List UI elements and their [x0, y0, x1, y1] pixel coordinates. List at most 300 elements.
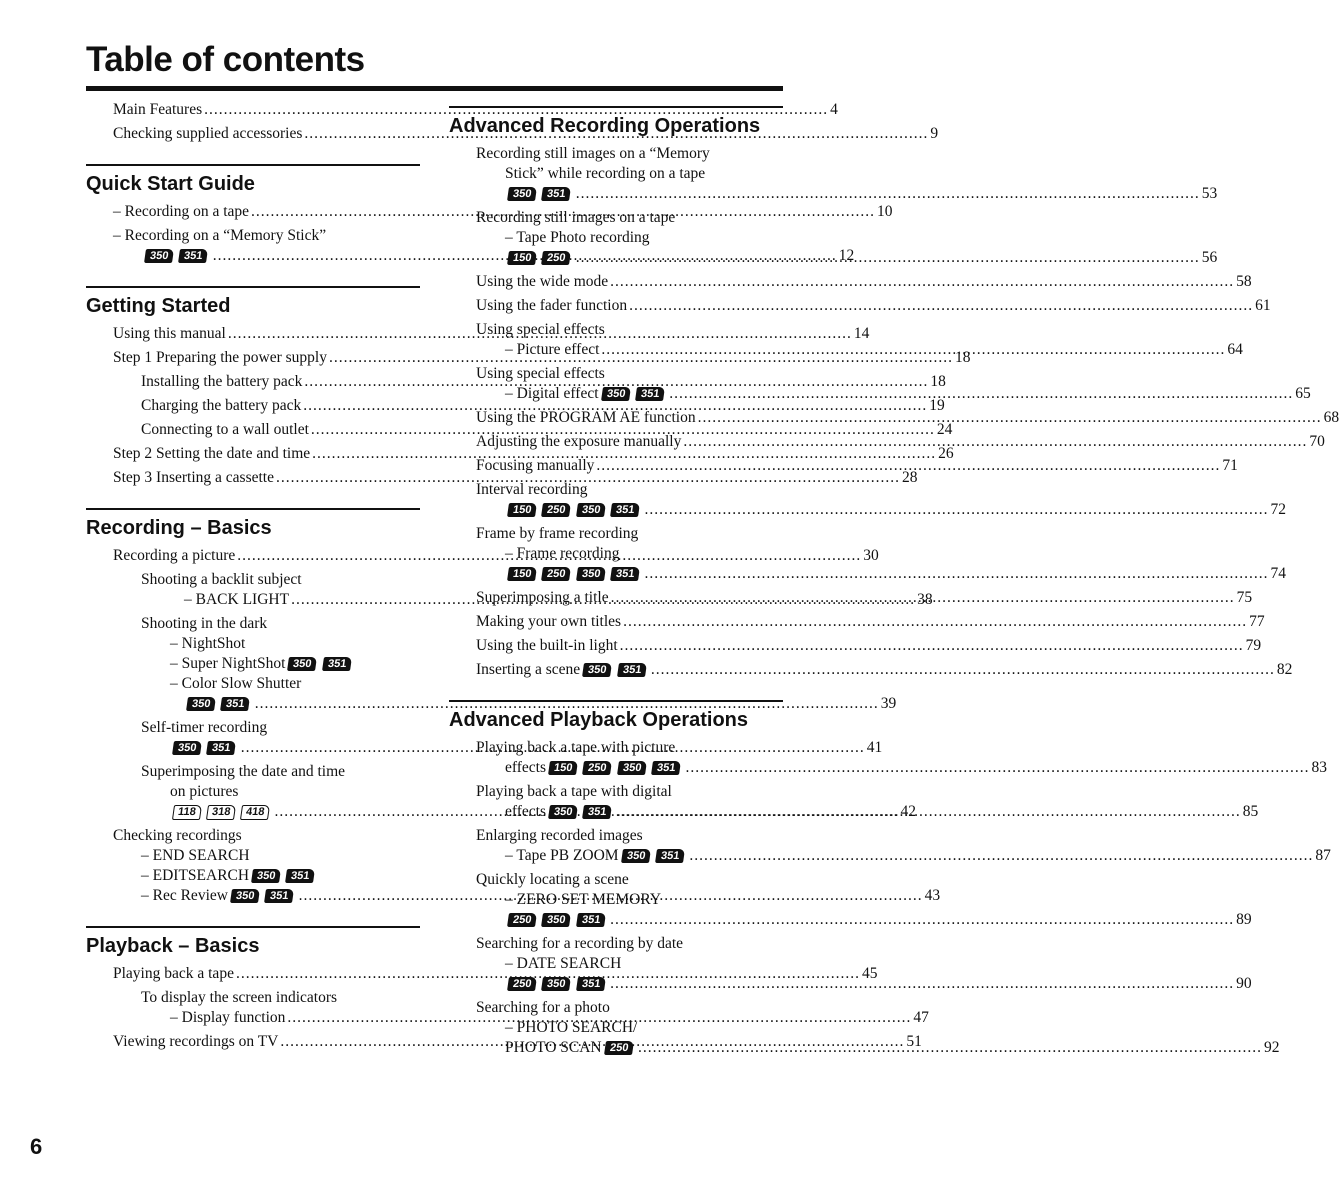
page-ref: 18 — [930, 373, 946, 390]
entry-line — [476, 456, 1238, 476]
entry-text: Searching for a recording by date — [476, 935, 684, 952]
entry-line — [141, 634, 420, 654]
entry-line — [476, 870, 783, 890]
entry-text: effects — [505, 759, 547, 776]
page-ref: 85 — [1242, 803, 1259, 820]
entry-gap — [476, 1058, 783, 1062]
leader-dots — [596, 457, 1220, 474]
entry-line — [476, 432, 1325, 452]
entry-line — [476, 480, 783, 500]
page-ref: 45 — [861, 965, 878, 982]
entry-text: Playing back a tape with picture — [476, 739, 676, 756]
model-badge-icon: 351 — [264, 889, 294, 903]
entry-text-wrap — [141, 397, 301, 414]
model-badge-icon: 318 — [206, 805, 236, 820]
entry-text-wrap — [476, 365, 605, 382]
page-ref: 10 — [877, 203, 893, 220]
entry-gap — [113, 266, 420, 270]
leader-dots — [638, 1039, 1262, 1056]
model-badge-icon: 351 — [178, 249, 208, 263]
entry-text-wrap — [141, 887, 297, 904]
entry-text: PHOTO SCAN — [505, 1039, 602, 1056]
entry-line — [113, 468, 918, 488]
entry-text: Main Features — [113, 101, 203, 118]
model-badge-icon: 351 — [576, 977, 606, 991]
section-heading: Advanced Playback Operations — [449, 700, 783, 732]
entry-text: – Digital effect — [505, 385, 599, 402]
entry-text-wrap — [113, 125, 302, 142]
model-badge-icon: 250 — [582, 761, 612, 775]
toc-entry[interactable] — [113, 100, 838, 120]
page-ref: 87 — [1315, 847, 1331, 864]
model-badge-icon: 250 — [507, 913, 537, 927]
page-ref: 75 — [1236, 589, 1253, 606]
entry-text-wrap — [141, 571, 302, 588]
page-ref: 74 — [1270, 565, 1286, 582]
model-badge-icon: 351 — [655, 849, 685, 863]
entry-text: Recording still images on a tape — [476, 209, 676, 226]
page-ref: 72 — [1270, 501, 1286, 518]
entry-line — [113, 226, 420, 246]
entry-text: – ZERO SET MEMORY — [505, 891, 662, 908]
leader-dots — [576, 185, 1200, 202]
entry-line — [476, 208, 783, 228]
entry-text-wrap — [184, 591, 289, 608]
entry-text: Step 2 Setting the date and time — [113, 445, 311, 462]
section-heading: Playback – Basics — [86, 926, 420, 958]
entry-text-wrap — [505, 759, 683, 776]
entry-text: – Recording on a “Memory Stick” — [113, 227, 327, 244]
entry-text: Shooting in the dark — [141, 615, 268, 632]
entry-text-wrap — [476, 297, 627, 314]
entry-text-wrap — [113, 325, 226, 342]
entry-text-wrap — [141, 421, 309, 438]
entry-gap — [476, 680, 783, 684]
entry-text-wrap — [505, 955, 621, 972]
model-badge-icon: 150 — [507, 503, 537, 517]
entry-text: – Display function — [170, 1009, 286, 1026]
entry-text-wrap — [505, 501, 642, 518]
page-ref: 90 — [1236, 975, 1252, 992]
entry-line — [476, 782, 783, 802]
toc-entry[interactable] — [476, 432, 1325, 452]
entry-text: Adjusting the exposure manually — [476, 433, 682, 450]
entry-text-wrap — [476, 613, 621, 630]
entry-line — [476, 636, 1262, 656]
entry-text: Stick” while recording on a tape — [505, 165, 706, 182]
entry-text-wrap — [141, 847, 250, 864]
entry-text-wrap — [170, 675, 301, 692]
entry-line — [476, 998, 783, 1018]
leader-dots — [685, 759, 1309, 776]
toc-entry[interactable] — [476, 480, 1286, 520]
model-badge-icon: 250 — [541, 503, 571, 517]
entry-text-wrap — [141, 615, 267, 632]
section-heading: Getting Started — [86, 286, 420, 318]
page-ref: 92 — [1263, 1039, 1280, 1056]
entry-line — [141, 988, 420, 1008]
model-badge-icon: 351 — [610, 567, 640, 581]
model-badge-icon: 351 — [322, 657, 352, 671]
entry-text-wrap — [170, 1009, 285, 1026]
model-badge-icon: 250 — [541, 567, 571, 581]
entry-line — [476, 524, 783, 544]
entry-line — [476, 1018, 783, 1038]
entry-line — [476, 564, 1286, 584]
leader-dots — [683, 433, 1307, 450]
entry-text-wrap — [505, 1039, 636, 1056]
entry-line — [141, 718, 420, 738]
entry-text-wrap — [505, 229, 650, 246]
model-badge-icon: 350 — [582, 663, 612, 677]
entry-text: To display the screen indicators — [141, 989, 338, 1006]
entry-text: on pictures — [170, 783, 239, 800]
page-ref: 71 — [1222, 457, 1238, 474]
entry-text: – END SEARCH — [141, 847, 250, 864]
model-badge-icon: 350 — [621, 849, 651, 863]
entry-gap — [113, 144, 420, 148]
entry-text: – PHOTO SEARCH/ — [505, 1019, 638, 1036]
model-badge-icon: 150 — [507, 567, 537, 581]
leader-dots — [669, 385, 1293, 402]
entry-text: Using the wide mode — [476, 273, 609, 290]
entry-text-wrap — [505, 565, 642, 582]
entry-gap — [113, 1052, 420, 1056]
entry-text: Charging the battery pack — [141, 397, 302, 414]
entry-line — [476, 826, 783, 846]
entry-line — [476, 164, 783, 184]
entry-text: – Rec Review — [141, 887, 228, 904]
toc-entry[interactable] — [476, 272, 1252, 292]
model-badge-icon: 351 — [617, 663, 647, 677]
entry-line — [476, 184, 1218, 204]
model-badge-icon: 351 — [541, 187, 571, 201]
entry-text-wrap — [141, 719, 267, 736]
entry-line — [113, 846, 420, 866]
model-badge-icon: 250 — [541, 251, 571, 265]
entry-text: – DATE SEARCH — [505, 955, 622, 972]
entry-text-wrap — [476, 661, 649, 678]
entry-line — [476, 934, 783, 954]
page-ref: 26 — [938, 445, 954, 462]
entry-text-wrap — [505, 185, 574, 202]
model-badge-icon: 118 — [172, 805, 202, 820]
entry-line — [476, 738, 783, 758]
entry-text-wrap — [505, 975, 608, 992]
toc-entry[interactable] — [476, 408, 1339, 428]
model-badge-icon: 250 — [507, 977, 537, 991]
model-badge-icon: 350 — [507, 187, 537, 201]
leader-dots — [611, 589, 1235, 606]
entry-text: Using special effects — [476, 365, 605, 382]
entry-line — [476, 320, 783, 340]
model-badge-icon: 350 — [230, 889, 260, 903]
entry-line — [141, 762, 420, 782]
page-ref: 47 — [913, 1009, 929, 1026]
entry-text-wrap — [113, 101, 202, 118]
toc-entry[interactable] — [476, 612, 1265, 632]
model-badge-icon: 250 — [604, 1041, 634, 1055]
toc-entry[interactable] — [113, 396, 945, 416]
model-badge-icon: 351 — [206, 741, 236, 755]
entry-text: Viewing recordings on TV — [113, 1033, 279, 1050]
model-badge-icon: 350 — [287, 657, 317, 671]
page-ref: 65 — [1295, 385, 1311, 402]
entry-text: Using the built-in light — [476, 637, 618, 654]
entry-line — [476, 660, 1293, 680]
entry-line — [476, 408, 1339, 428]
entry-line — [141, 654, 420, 674]
page-ref: 24 — [936, 421, 953, 438]
entry-text-wrap — [505, 847, 687, 864]
page-ref: 39 — [880, 695, 897, 712]
model-badge-icon: 350 — [251, 869, 281, 883]
entry-text: Recording a picture — [113, 547, 236, 564]
entry-text: Checking recordings — [113, 827, 242, 844]
page-ref: 19 — [929, 397, 945, 414]
leader-dots — [617, 803, 1241, 820]
page-ref: 4 — [830, 101, 838, 118]
leader-dots — [620, 637, 1244, 654]
page-ref: 53 — [1201, 185, 1218, 202]
toc-entry[interactable] — [113, 444, 954, 464]
entry-text-wrap — [476, 457, 594, 474]
model-badge-icon: 351 — [635, 387, 665, 401]
entry-line — [141, 570, 420, 590]
entry-line — [476, 890, 783, 910]
leader-dots — [698, 409, 1322, 426]
page-ref: 12 — [838, 247, 855, 264]
toc-entry[interactable] — [476, 826, 1331, 866]
section-heading: Advanced Recording Operations — [449, 106, 783, 138]
entry-text: Checking supplied accessories — [113, 125, 303, 142]
entry-text: Recording still images on a “Memory — [476, 145, 710, 162]
entry-text-wrap — [170, 655, 354, 672]
model-badge-icon: 350 — [541, 977, 571, 991]
toc-entry[interactable] — [476, 636, 1262, 656]
model-badge-icon: 150 — [548, 761, 578, 775]
toc-entry[interactable] — [113, 468, 918, 488]
leader-dots — [576, 249, 1200, 266]
entry-text-wrap — [476, 145, 710, 162]
entry-text-wrap — [505, 385, 667, 402]
entry-text: Using the fader function — [476, 297, 628, 314]
section-heading: Quick Start Guide — [86, 164, 420, 196]
entry-text: – BACK LIGHT — [184, 591, 290, 608]
entry-line — [113, 826, 420, 846]
entry-line — [476, 296, 1271, 316]
model-badge-icon: 150 — [507, 251, 537, 265]
entry-text-wrap — [505, 1019, 637, 1036]
model-badge-icon: 350 — [144, 249, 174, 263]
page-ref: 51 — [906, 1033, 922, 1050]
entry-text-wrap — [505, 891, 661, 908]
entry-line — [476, 228, 783, 248]
page-ref: 61 — [1255, 297, 1271, 314]
entry-text: Using this manual — [113, 325, 226, 342]
entry-text-wrap — [170, 739, 239, 756]
entry-line — [141, 694, 897, 714]
entry-text: Interval recording — [476, 481, 588, 498]
entry-text-wrap — [184, 695, 253, 712]
model-badge-icon: 350 — [576, 503, 606, 517]
entry-text: – Tape Photo recording — [505, 229, 650, 246]
entry-text: effects — [505, 803, 547, 820]
model-badge-icon: 351 — [220, 697, 250, 711]
entry-text: – NightShot — [170, 635, 246, 652]
page-ref: 30 — [863, 547, 879, 564]
entry-text: Shooting a backlit subject — [141, 571, 302, 588]
page-ref: 41 — [866, 739, 883, 756]
model-badge-icon: 350 — [172, 741, 202, 755]
entry-text: Playing back a tape — [113, 965, 234, 982]
entry-text-wrap — [476, 321, 605, 338]
model-badge-icon: 351 — [582, 805, 612, 819]
entry-line — [141, 420, 953, 440]
entry-line — [476, 974, 1252, 994]
model-badge-icon: 351 — [576, 913, 606, 927]
entry-text-wrap — [141, 867, 318, 884]
page-ref: 43 — [924, 887, 941, 904]
entry-line — [476, 846, 1331, 866]
model-badge-icon: 350 — [601, 387, 631, 401]
entry-line — [141, 614, 420, 634]
entry-text-wrap — [476, 827, 643, 844]
leader-dots — [601, 341, 1225, 358]
toc-entry[interactable] — [476, 456, 1238, 476]
page-ref: 38 — [917, 591, 933, 608]
entry-line — [476, 910, 1252, 930]
page-ref: 28 — [901, 469, 918, 486]
entry-text: Enlarging recorded images — [476, 827, 643, 844]
entry-text: Connecting to a wall outlet — [141, 421, 309, 438]
entry-line — [476, 954, 783, 974]
page-title: Table of contents — [86, 40, 365, 79]
title-rule — [86, 86, 783, 91]
model-badge-icon: 350 — [617, 761, 647, 775]
entry-text-wrap — [505, 341, 599, 358]
entry-text: – Frame recording — [505, 545, 620, 562]
entry-line — [141, 782, 420, 802]
leader-dots — [689, 847, 1313, 864]
entry-text-wrap — [476, 999, 610, 1016]
entry-text-wrap — [141, 763, 345, 780]
entry-text-wrap — [505, 803, 615, 820]
entry-line — [141, 396, 945, 416]
entry-line — [476, 364, 783, 384]
page-ref: 83 — [1311, 759, 1327, 776]
entry-text: Focusing manually — [476, 457, 595, 474]
entry-text-wrap — [113, 827, 242, 844]
model-badge-icon: 350 — [186, 697, 216, 711]
entry-text: Using special effects — [476, 321, 605, 338]
entry-text: Superimposing a title — [476, 589, 609, 606]
page-ref: 9 — [930, 125, 939, 142]
page-ref: 64 — [1227, 341, 1243, 358]
page-ref: 79 — [1245, 637, 1262, 654]
entry-text-wrap — [113, 547, 235, 564]
entry-text-wrap — [113, 1033, 278, 1050]
entry-text: – EDITSEARCH — [141, 867, 250, 884]
leader-dots — [644, 565, 1268, 582]
leader-dots — [644, 501, 1268, 518]
entry-text-wrap — [113, 203, 249, 220]
model-badge-icon: 351 — [610, 503, 640, 517]
entry-text: Step 3 Inserting a cassette — [113, 469, 274, 486]
entry-text-wrap — [476, 209, 675, 226]
entry-text: Quickly locating a scene — [476, 871, 629, 888]
entry-text: Superimposing the date and time — [141, 763, 346, 780]
entry-text-wrap — [476, 273, 608, 290]
entry-text-wrap — [113, 445, 310, 462]
entry-text: Using the PROGRAM AE function — [476, 409, 696, 426]
entry-text: Searching for a photo — [476, 999, 610, 1016]
page-ref: 70 — [1309, 433, 1325, 450]
entry-text: – Recording on a tape — [113, 203, 250, 220]
page-ref: 89 — [1236, 911, 1252, 928]
leader-dots — [623, 613, 1247, 630]
page-ref: 42 — [900, 803, 916, 820]
entry-text: Making your own titles — [476, 613, 622, 630]
entry-text-wrap — [113, 965, 234, 982]
leader-dots — [610, 975, 1234, 992]
entry-gap — [113, 488, 420, 492]
entry-text-wrap — [476, 589, 609, 606]
entry-text-wrap — [170, 783, 238, 800]
section-heading: Recording – Basics — [86, 508, 420, 540]
entry-line — [476, 612, 1265, 632]
entry-line — [476, 544, 783, 564]
leader-dots — [651, 661, 1275, 678]
entry-text-wrap — [141, 373, 302, 390]
toc-entry[interactable] — [476, 296, 1271, 316]
page-ref: 77 — [1249, 613, 1265, 630]
entry-text: Frame by frame recording — [476, 525, 639, 542]
entry-line — [113, 866, 420, 886]
toc-entry[interactable] — [113, 420, 953, 440]
model-badge-icon: 350 — [548, 805, 578, 819]
entry-text-wrap — [142, 247, 211, 264]
entry-text: Step 1 Preparing the power supply — [113, 349, 327, 366]
entry-text: Playing back a tape with digital — [476, 783, 672, 800]
entry-text-wrap — [505, 545, 620, 562]
toc-entry[interactable] — [476, 660, 1293, 680]
entry-text: – Picture effect — [505, 341, 600, 358]
entry-text: – Tape PB ZOOM — [505, 847, 619, 864]
entry-line — [476, 500, 1286, 520]
entry-text-wrap — [476, 739, 675, 756]
entry-text: Installing the battery pack — [141, 373, 303, 390]
page-number: 6 — [30, 1134, 43, 1159]
model-badge-icon: 350 — [576, 567, 606, 581]
page-ref: 82 — [1276, 661, 1293, 678]
entry-text-wrap — [505, 911, 608, 928]
entry-text-wrap — [141, 989, 337, 1006]
entry-text-wrap — [476, 481, 587, 498]
entry-text: – Super NightShot — [170, 655, 286, 672]
entry-text: – Color Slow Shutter — [170, 675, 302, 692]
page-ref: 56 — [1201, 249, 1218, 266]
entry-text-wrap — [476, 409, 696, 426]
entry-text-wrap — [476, 783, 672, 800]
entry-line — [113, 100, 838, 120]
toc-entry[interactable] — [476, 144, 1218, 204]
entry-line — [476, 758, 1327, 778]
entry-text-wrap — [505, 165, 705, 182]
entry-text-wrap — [476, 525, 638, 542]
entry-text-wrap — [113, 227, 326, 244]
entry-text: Inserting a scene — [476, 661, 581, 678]
